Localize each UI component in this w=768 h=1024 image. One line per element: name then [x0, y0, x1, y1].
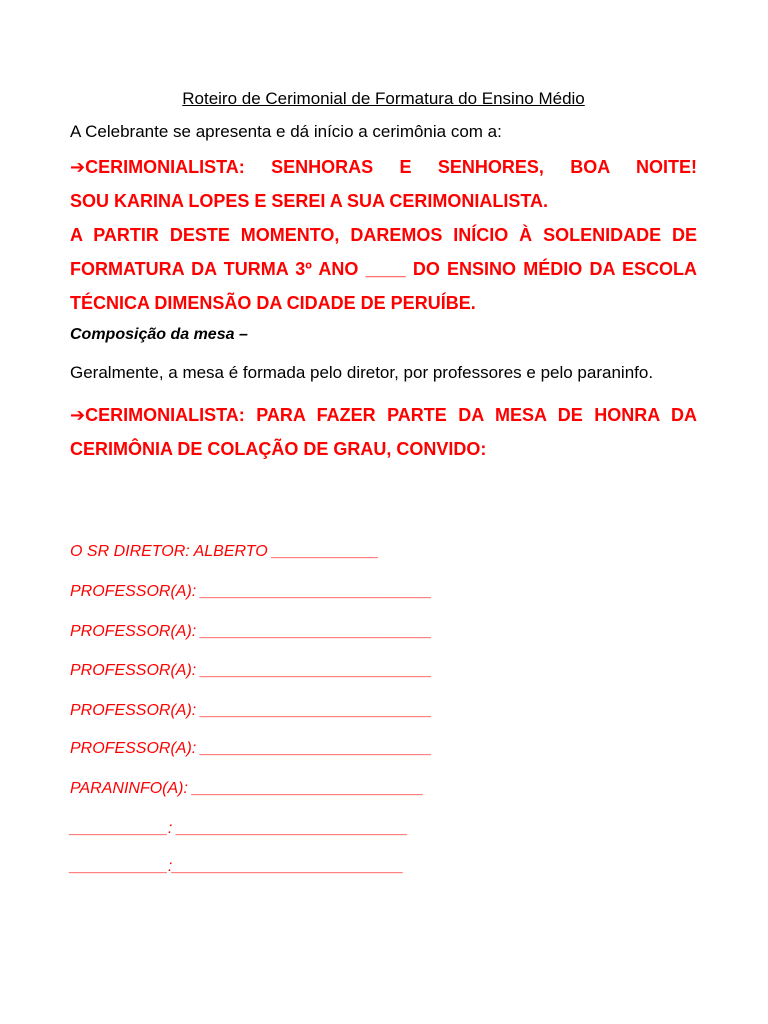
- speech-greeting: [70, 150, 697, 218]
- speech-invitation-text: CERIMONIALISTA: PARA FAZER PARTE DA MESA DE HONRA DA CERIMÔNIA DE COLAÇÃO DE GRAU, CONVIDO:: [70, 405, 697, 459]
- speech-greeting-line1: [70, 150, 697, 184]
- document-title: Roteiro de Cerimonial de Formatura do Ensino Médio: [182, 89, 585, 108]
- invitee-line: PROFESSOR(A): __________________________: [70, 662, 433, 679]
- invitee-line: O SR DIRETOR: ALBERTO ____________: [70, 543, 379, 560]
- intro-text: A Celebrante se apresenta e dá início a cerimônia com a:: [70, 122, 502, 141]
- speech-invitation: [70, 398, 697, 466]
- speech-greeting-text: CERIMONIALISTA: SENHORAS E SENHORES, BOA NOITE!: [85, 157, 697, 177]
- document-page: [70, 84, 697, 875]
- invitee-line: PROFESSOR(A): __________________________: [70, 623, 433, 640]
- arrow-right-icon: ➔: [70, 157, 86, 177]
- invitee-line: PARANINFO(A): __________________________: [70, 780, 424, 797]
- invitee-line: PROFESSOR(A): __________________________: [70, 702, 433, 719]
- section-text: Geralmente, a mesa é formada pelo diretor, por professores e pelo paraninfo.: [70, 363, 654, 382]
- invitee-line: PROFESSOR(A): __________________________: [70, 583, 433, 600]
- section-heading: Composição da mesa –: [70, 326, 248, 343]
- invitee-line: ___________: __________________________: [70, 820, 409, 837]
- speech-opening: A PARTIR DESTE MOMENTO, DAREMOS INÍCIO À SOLENIDADE DE FORMATURA DA TURMA 3º ANO ____ DO ENSINO MÉDIO DA ESCOLA TÉCNICA DIMENSÃO DA CIDADE DE PERUÍBE.: [70, 225, 697, 313]
- speech-greeting-line2: SOU KARINA LOPES E SEREI A SUA CERIMONIALISTA.: [70, 191, 549, 211]
- invitee-line: ___________:__________________________: [70, 858, 404, 875]
- arrow-right-icon: ➔: [70, 405, 86, 425]
- invitee-line: PROFESSOR(A): __________________________: [70, 740, 433, 757]
